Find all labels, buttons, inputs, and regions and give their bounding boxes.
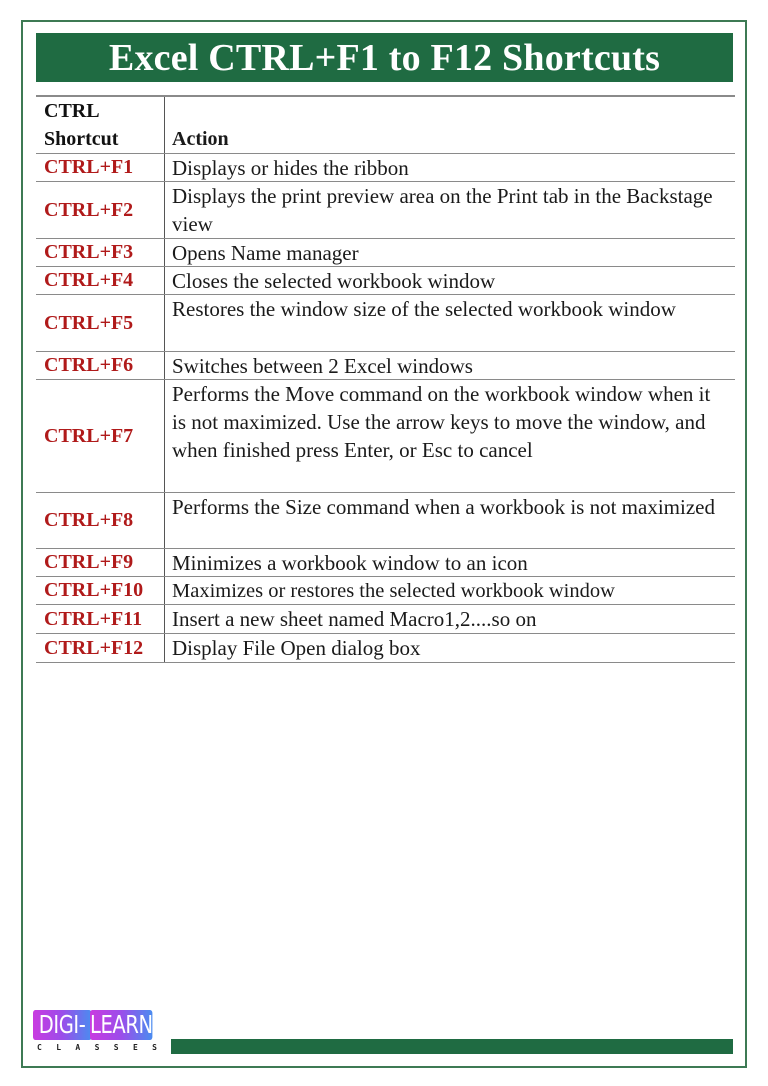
table-row <box>36 493 735 549</box>
logo-part-digi: DIGI- <box>33 1010 91 1040</box>
table-header-row <box>36 97 735 154</box>
action-cell: Insert a new sheet named Macro1,2....so on <box>172 607 537 631</box>
action-cell: Switches between 2 Excel windows <box>172 354 473 378</box>
shortcut-cell: CTRL+F3 <box>36 239 165 266</box>
header-action: Action <box>172 128 229 150</box>
header-shortcut-line1: CTRL <box>44 100 100 122</box>
action-cell: Performs the Move command on the workbook window when it is not maximized. Use the arrow keys to move the window, and when finished press Enter, or Esc to cancel <box>172 382 711 462</box>
shortcuts-table <box>36 95 735 663</box>
action-cell: Minimizes a workbook window to an icon <box>172 551 528 575</box>
action-cell: Performs the Size command when a workbook is not maximized <box>172 495 715 519</box>
header-shortcut-line2: Shortcut <box>44 128 119 150</box>
logo-subtitle: C L A S S E S <box>37 1043 157 1052</box>
page-title-banner <box>36 33 733 82</box>
shortcut-cell: CTRL+F6 <box>36 352 165 379</box>
header-shortcut <box>36 97 165 153</box>
table-row <box>36 380 735 493</box>
shortcut-cell: CTRL+F12 <box>36 634 165 662</box>
shortcut-cell: CTRL+F11 <box>36 605 165 633</box>
action-cell: Closes the selected workbook window <box>172 269 496 293</box>
action-cell: Restores the window size of the selected workbook window <box>172 297 676 321</box>
table-row <box>36 634 735 663</box>
table-row <box>36 605 735 634</box>
logo-part-learn: LEARN <box>89 1010 153 1039</box>
table-row <box>36 352 735 380</box>
page-title: Excel CTRL+F1 to F12 Shortcuts <box>108 36 661 79</box>
footer-accent-bar <box>171 1039 733 1054</box>
shortcut-cell: CTRL+F8 <box>36 493 165 548</box>
shortcut-cell: CTRL+F9 <box>36 549 165 576</box>
table-row <box>36 239 735 267</box>
logo-wordmark <box>33 1010 170 1040</box>
shortcut-cell: CTRL+F10 <box>36 577 165 604</box>
shortcut-cell: CTRL+F7 <box>36 380 165 492</box>
shortcut-cell: CTRL+F1 <box>36 154 165 181</box>
table-row <box>36 577 735 605</box>
shortcut-cell: CTRL+F4 <box>36 267 165 294</box>
action-cell: Maximizes or restores the selected workbook window <box>172 580 615 602</box>
digi-learn-logo <box>33 1010 170 1054</box>
action-cell: Displays the print preview area on the Print tab in the Backstage view <box>172 184 713 236</box>
action-cell: Display File Open dialog box <box>172 636 421 660</box>
action-cell: Displays or hides the ribbon <box>172 156 409 180</box>
table-row <box>36 549 735 577</box>
shortcut-cell: CTRL+F5 <box>36 295 165 351</box>
table-row <box>36 295 735 352</box>
action-cell: Opens Name manager <box>172 241 359 265</box>
shortcut-cell: CTRL+F2 <box>36 182 165 238</box>
table-row <box>36 267 735 295</box>
footer <box>33 1010 735 1056</box>
table-row <box>36 182 735 239</box>
table-row <box>36 154 735 182</box>
